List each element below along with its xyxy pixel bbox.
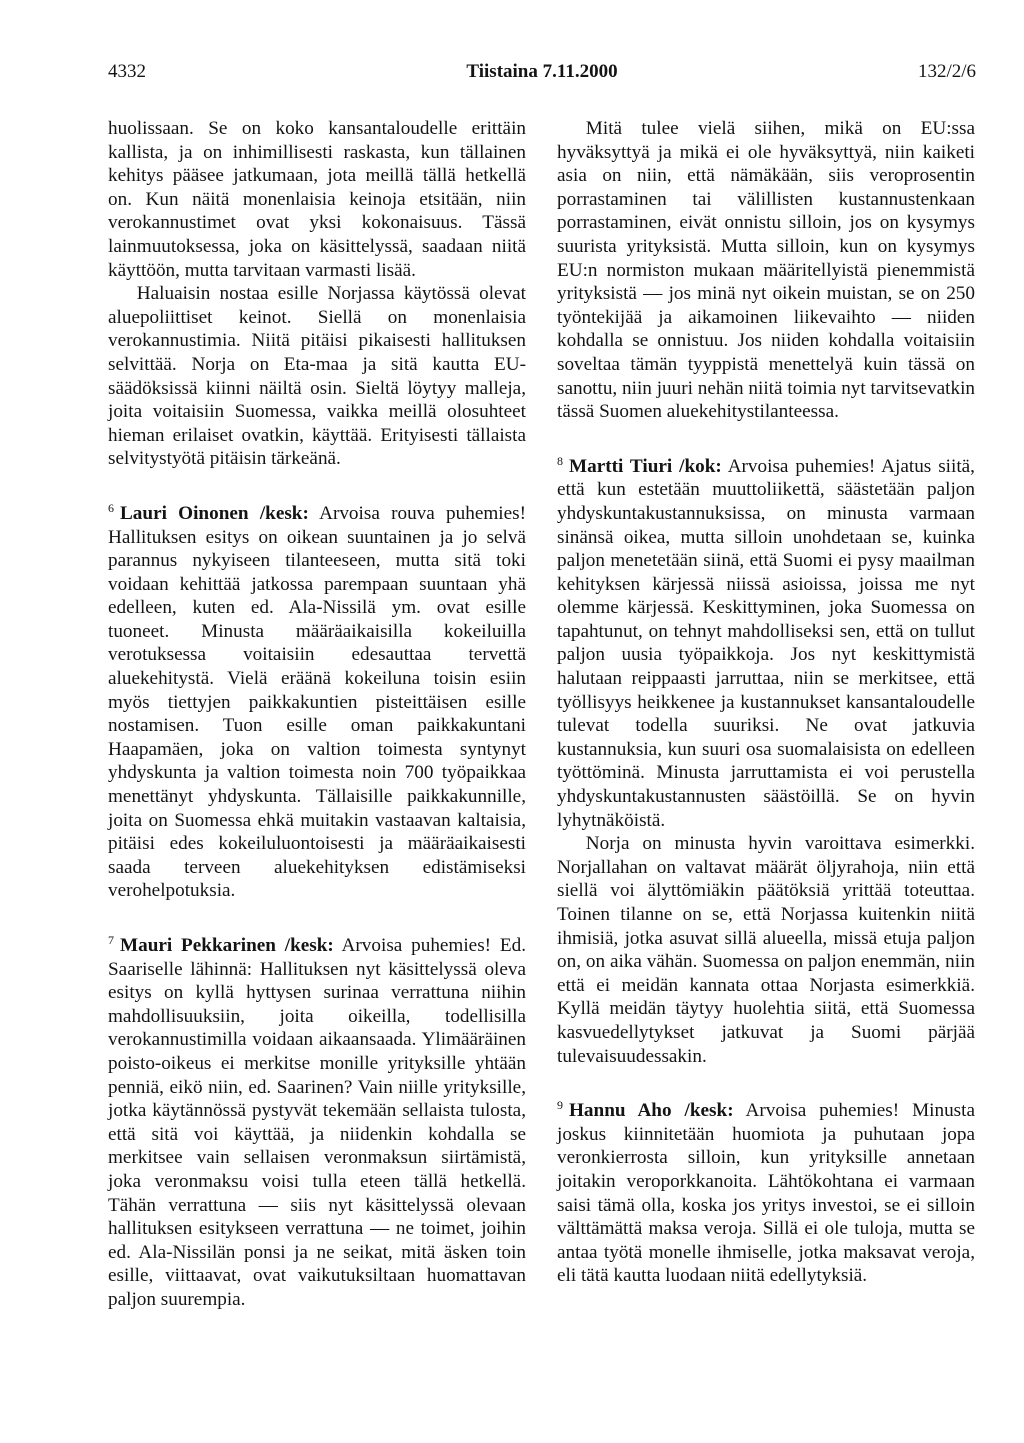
speech-number: 8	[557, 453, 563, 468]
left-column	[108, 117, 526, 1312]
speech-text: Arvoisa puhemies! Ajatus siitä, että kun estetään muuttoliikettä, säästetään paljon yhdyskuntakustannuksissa, on minusta varmaan sinänsä oikea, mutta silloin unohdetaan se, kuinka paljon menetetään siinä, että Suomi ei pysy maailman kehityksen kärjessä niissä asioissa, joissa me nyt olemme kärjessä. Keskittyminen, joka Suomessa on tapahtunut, on tehnyt mahdolliseksi sen, että on tullut paljon uusia työpaikkoja. Jos nyt keskittymistä halutaan reippaasti jarruttaa, niin se merkitsee, että työllisyys heikkenee ja kustannukset kansantaloudelle tulevat todella suuriksi. Ne ovat jatkuvia kustannuksia, kun suuri osa suomalaisista on edelleen työttöminä. Minusta jarruttamista ei voi perustella yhdyskuntakustannusten säästöillä. Se on hyvin lyhytnäköistä.	[557, 455, 975, 831]
speaker-name: Hannu Aho /kesk:	[569, 1100, 734, 1122]
session-reference: 132/2/6	[917, 61, 976, 82]
session-date: Tiistaina 7.11.2000	[466, 61, 618, 82]
speech-text: Arvoisa puhemies! Ed. Saariselle lähinnä: Hallituksen nyt käsittelyssä oleva esitys on kyllä hyttysen surinaa verrattuna niihin mahdollisuuksiin, joita oikeilla, todellisilla verokannustimilla voidaan aikaansaada. Ylimääräinen poisto-oikeus ei merkitse monille yrityksille yhtään penniä, eikö niin, ed. Saarinen? Vain niille yrityksille, jotka käytännössä pystyvät tekemään sellaista tulosta, että sitä voi käyttää, ja niidenkin kohdalla se merkitsee vain sellaisen veronmaksun siirtämistä, joka veronmaksu voisi tulla eteen tällä hetkellä. Tähän verrattuna — siis nyt käsittelyssä olevaan hallituksen esitykseen verrattuna — ne toimet, joihin ed. Ala-Nissilän ponsi ja ne seikat, mitä äsken toin esille, viittaavat, ovat vaikutuksiltaan huomattavan paljon suurempia.	[108, 935, 526, 1310]
speech-number: 7	[108, 933, 114, 947]
speech-number: 6	[108, 500, 114, 515]
speech-6	[108, 497, 526, 903]
paragraph-continued: huolissaan. Se on koko kansantaloudelle erittäin kallista, ja on inhimillisesti raskasta, kun tällainen kehitys pääsee jatkumaan, jota meillä tällä hetkellä on. Kun näitä monenlaisia keinoja etsitään, niin verokannustimet ovat yksi kokonaisuus. Tässä lainmuutoksessa, joka on käsittelyssä, saadaan niitä käyttöön, mutta tarvitaan varmasti lisää.	[108, 118, 526, 281]
speech-number: 9	[557, 1098, 563, 1113]
speech-7	[108, 929, 526, 1312]
speech-text: Arvoisa rouva puhemies! Hallituksen esitys on oikean suuntainen ja jo selvä parannus nykyiseen tilanteeseen, mutta sitä toki voidaan kehittää jatkossa parempaan suuntaan yhä edelleen, kuten ed. Ala-Nissilä ym. ovat esille tuoneet. Minusta määräaikaisilla kokeiluilla verotuksessa voitaisiin edesauttaa tervettä aluekehitystä. Vielä eräänä kokeiluna toisin esiin myös tiettyjen paikkakuntien pisteittäisen esille nostamisen. Tuon esille oman paikkakuntani Haapamäen, joka on valtion toimesta syntynyt yhdyskunta ja valtion toimesta noin 700 työpaikkaa menettänyt yhdyskunta. Tällaisille paikkakunnille, joita on Suomessa ehkä muitakin vastaavan kaltaisia, pitäisi edes kokeiluluontoisesti ja määräaikaisesti saada terveen aluekehityksen edistämiseksi verohelpotuksia.	[108, 502, 526, 902]
speech-9	[557, 1094, 975, 1288]
speaker-name: Mauri Pekkarinen /kesk:	[120, 935, 334, 956]
paragraph: Mitä tulee vielä siihen, mikä on EU:ssa hyväksyttyä ja mikä ei ole hyväksyttyä, niin kaiketi asia on niin, että nämäkään, siis veroprosentin porrastaminen tai välillisten kustannustenkaan porrastaminen, eivät onnistu silloin, jos on kysymys suurista yrityksistä. Mutta silloin, kun on kysymys EU:n normiston mukaan määritellyistä pienemmistä yrityksistä — jos minä nyt oikein muistan, se on 250 työntekijää ja aikamoinen liikevaihto — niiden kohdalla se onnistuu. Jos niiden kohdalla voitaisiin soveltaa tämän tyyppistä menettelyä kuin tässä on sanottu, niin juuri nehän niitä toimia nyt tarvitsevatkin tässä Suomen aluekehitystilanteessa.	[557, 118, 975, 423]
page-header	[108, 60, 976, 84]
paragraph: Haluaisin nostaa esille Norjassa käytössä olevat aluepoliittiset keinot. Siellä on monenlaisia verokannustimia. Niitä pitäisi pikaisesti hallituksen selvittää. Norja on Eta-maa ja sitä kautta EU-säädöksissä kiinni näiltä osin. Sieltä löytyy malleja, joita voitaisiin Suomessa, vaikka meillä olosuhteet hieman erilaiset ovatkin, käyttää. Erityisesti tällaista selvitystyötä pitäisin tärkeänä.	[108, 283, 526, 470]
speech-8	[557, 450, 975, 833]
speaker-name: Lauri Oinonen /kesk:	[120, 502, 309, 524]
right-column	[557, 117, 975, 1288]
speaker-name: Martti Tiuri /kok:	[569, 455, 722, 477]
speech-text: Arvoisa puhemies! Minusta joskus kiinnitetään huomiota ja puhutaan jopa veronkierrosta silloin, kun yrityksille annetaan joitakin veroporkkanoita. Lähtökohtana ei varmaan saisi tämä olla, koska jos yritys investoi, se ei silloin välttämättä maksa veroja. Sillä ei ole tuloja, mutta se antaa työtä monelle ihmiselle, jotka maksavat veroja, eli tätä kautta luodaan niitä edellytyksiä.	[557, 1100, 975, 1287]
paragraph: Norja on minusta hyvin varoittava esimerkki. Norjallahan on valtavat määrät öljyrahoja, niin että siellä voi älyttömiäkin päätöksiä yrittää toteuttaa. Toinen tilanne on se, että Norjassa kuitenkin niitä ihmisiä, jotka asuvat sillä alueella, missä etuja paljon on, on aika vähän. Suomessa on paljon enemmän, niin että ei meidän kannata ottaa Norjasta esimerkkiä. Kyllä meidän täytyy huolehtia siitä, että Suomessa kasvuedellytykset jatkuvat ja Suomi pärjää tulevaisuudessakin.	[557, 833, 975, 1067]
page-number: 4332	[108, 61, 146, 82]
